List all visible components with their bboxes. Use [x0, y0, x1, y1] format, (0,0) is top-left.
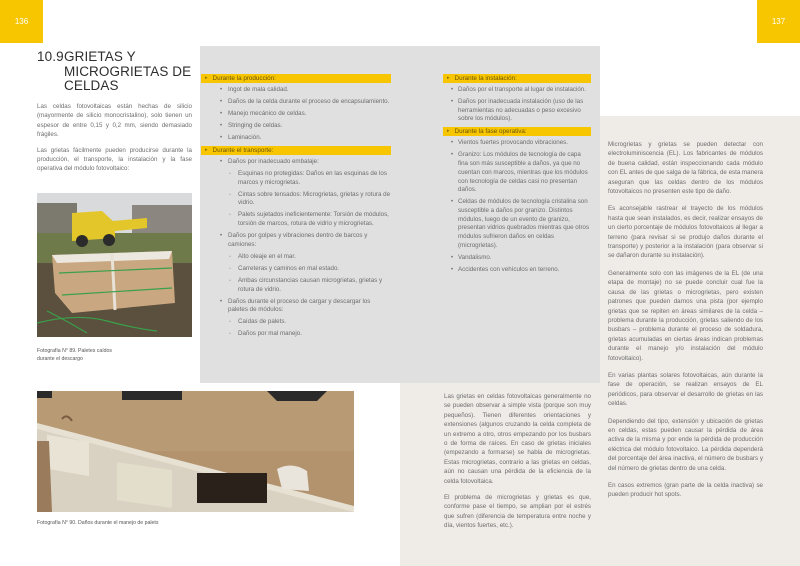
paragraph: Microgrietas y grietas se pueden detectar con electroluminiscencia (EL). Los fabricantes de módulos de buena calidad, están inspeccionando cada módulo con EL antes de que salga de la fábrica, de esta manera aseguran que las celdas dentro de los módulos fotovoltaicos no presenten este tipo de daño. — [608, 141, 763, 196]
paragraph: Dependiendo del tipo, extensión y ubicación de grietas en celdas, estas pueden causar la pérdida de área activa de la misma y por ende la pérdida de producción eléctrica del módulo fotovoltaico. La pérdida dependerá del porcentaje del área inactiva, el número de busbars y del número de grietas dentro de una celda. — [608, 417, 763, 472]
triangle-right-icon: ▸ — [447, 75, 450, 81]
square-bullet-icon: ▫ — [229, 191, 231, 198]
list-item: • Daños durante el proceso de cargar y descargar los paletes de módulos: — [220, 297, 371, 314]
dot-icon: • — [220, 233, 223, 240]
list-item: • Manejo mecánico de celdas. — [220, 110, 307, 117]
section-heading-operation: ▸ Durante la fase operativa: — [443, 127, 591, 136]
square-bullet-icon: ▫ — [229, 212, 231, 219]
photo-fallen-pallets — [37, 193, 192, 337]
section-heading-installation: ▸ Durante la instalación: — [443, 74, 591, 83]
detection-text — [608, 140, 763, 508]
dot-icon: • — [451, 266, 454, 273]
dot-icon: • — [220, 111, 223, 117]
dot-icon: • — [451, 254, 454, 261]
list-item: • Daños de la celda durante el proceso de encapsulamiento. — [220, 98, 390, 105]
causes-column-right — [443, 74, 591, 278]
operation-list — [443, 139, 591, 274]
dot-icon: • — [220, 298, 223, 305]
page-number-right: 137 — [757, 0, 800, 43]
paragraph: Las grietas en celdas fotovoltaicas generalmente no se pueden observar a simple vista (porque son muy pequeños). Tienen diferentes orientaciones y extensiones (algunos cruzando la celda completa de un extremo a otro, otros empezando por los busbars o de forma de raíces. En caso de grietas iniciales (empezando a formarse) se habla de microgrietas. Estas microgrietas, contrario a las grietas en celdas, aún no causan una pérdida de la eficiencia de la celda fotovoltaica. — [444, 393, 591, 485]
dot-icon: • — [451, 152, 454, 159]
square-bullet-icon: ▫ — [229, 331, 231, 338]
dot-icon: • — [451, 199, 454, 206]
section-title — [37, 50, 197, 94]
paragraph: Es aconsejable rastrear el trayecto de los módulos hasta que sean instalados, es decir, realizar ensayos de un cierto porcentaje de módulos fotovoltaicos al llegar a terreno (para revisar si se produjo daños durante el transporte) y posterior a la instalación (para observar si se dañaron durante su instalación). — [608, 205, 763, 260]
list-item: • Daños por inadecuado embalaje: — [220, 158, 319, 165]
dot-icon: • — [451, 87, 454, 93]
list-item: • Accidentes con vehículos en terreno. — [451, 265, 560, 273]
dot-icon: • — [220, 135, 223, 141]
list-item: • Daños por el transporte al lugar de instalación. — [451, 86, 586, 93]
list-item: • Vandalismo. — [451, 253, 492, 261]
photo-caption-90: Fotografía N° 90. Daños durante el manejo de palets — [37, 520, 159, 526]
sub-list-item: ▫ Ambas circunstancias causan microgrietas, grietas y rotura de vidrio. — [229, 276, 383, 293]
list-item: • Granizo: Los módulos de tecnología de capa fina son más susceptible a daños, ya que no cuentan con marcos, mientras que los módulos con tecnología de celdas casi no presentan daños. — [451, 151, 588, 194]
dot-icon: • — [451, 99, 454, 105]
list-item: • Vientos fuertes provocando vibraciones. — [451, 139, 568, 147]
installation-list — [443, 86, 591, 124]
cracks-explanation — [444, 392, 591, 538]
paragraph: En casos extremos (gran parte de la celda inactiva) se pueden producir hot spots. — [608, 482, 763, 499]
section-heading-transport: ▸ Durante el transporte: — [201, 146, 391, 155]
list-item: • Daños por inadecuada instalación (uso de las herramientas no adecuadas o peso excesivo sobre los módulos). — [451, 98, 584, 123]
dot-icon: • — [220, 123, 223, 129]
list-item: • Celdas de módulos de tecnología cristalina son susceptible a daños por granizo. Distintos módulos, luego de un evento de granizo, presentan vidrios quebrados mientras que otros módulos sufrieron daños en celdas (microgrietas). — [451, 198, 590, 249]
page-number-left: 136 — [0, 0, 43, 43]
triangle-right-icon: ▸ — [447, 128, 450, 135]
list-item: • Laminación. — [220, 134, 262, 141]
title-line-1: GRIETAS Y — [64, 49, 136, 64]
production-list — [201, 86, 391, 143]
intro-paragraph: Las celdas fotovoltaicas están hechas de silicio (mayormente de silicio monocristalino), solo tienen un espesor de entre 0,15 y 0,2 mm, siendo demasiado frágiles. — [37, 103, 192, 139]
sub-list-item: ▫ Esquinas no protegidas: Daños en las esquinas de los marcos y microgrietas. — [229, 170, 387, 186]
list-item: • Daños por golpes y vibraciones dentro de barcos y camiones: — [220, 232, 368, 248]
sub-list-item: ▫ Daños por mal manejo. — [229, 330, 302, 338]
square-bullet-icon: ▫ — [229, 171, 231, 177]
photo-caption-89: Fotografía N° 89. Paletes caídos durante el descargo — [37, 348, 113, 362]
dot-icon: • — [451, 140, 454, 147]
sub-list-item: ▫ Cintas sobre tensados: Microgrietas, grietas y rotura de vidrio. — [229, 190, 391, 207]
photo-pallet-damage — [37, 391, 354, 512]
intro-text — [37, 102, 192, 180]
square-bullet-icon: ▫ — [229, 265, 231, 272]
transport-list — [201, 158, 391, 339]
paragraph: El problema de microgrietas y grietas es que, conforme pase el tiempo, se amplian por el estrés que sufren (diferencia de temperatura entre noche y día, vientos fuertes, etc.). — [444, 494, 591, 530]
sub-list-item: ▫ Alto oleaje en el mar. — [229, 252, 296, 260]
causes-column-left — [201, 74, 391, 342]
sub-list-item: ▫ Carreteras y caminos en mal estado. — [229, 264, 340, 272]
title-line-2: MICROGRIETAS DE — [64, 63, 192, 79]
square-bullet-icon: ▫ — [229, 253, 231, 260]
sub-list-item: ▫ Caídas de palets. — [229, 318, 287, 326]
triangle-right-icon: ▸ — [205, 75, 208, 81]
section-number: 10.9 — [37, 49, 64, 64]
paragraph: Generalmente solo con las imágenes de la EL (de una etapa de montaje) no se puede concluir cual fue la causa de las grietas o microgrietas, pero existen patrones que pueden darnos una pista (por ejemplo grietas que se repiten en áreas similares de la celda – problema durante la producción, grietas saliendo de los busbars – problema durante el proceso de soldadura, grietas acumuladas en ciertas áreas indican problemas durante el manejo y/o instalación del módulo fotovoltaico). — [608, 269, 763, 362]
section-heading-production: ▸ Durante la producción: — [201, 74, 391, 83]
triangle-right-icon: ▸ — [205, 147, 208, 153]
title-line-3: CELDAS — [64, 78, 119, 93]
dot-icon: • — [220, 87, 223, 93]
dot-icon: • — [220, 159, 223, 165]
list-item: • Ingot de mala calidad. — [220, 86, 289, 93]
dot-icon: • — [220, 99, 223, 105]
square-bullet-icon: ▫ — [229, 319, 231, 326]
paragraph: En varias plantas solares fotovoltaicas, aún durante la fase de operación, se realizan ensayos de EL periódicos, para observar el desarrollo de grietas en las celdas. — [608, 371, 763, 408]
square-bullet-icon: ▫ — [229, 277, 231, 284]
list-item: • Stringing de celdas. — [220, 122, 283, 129]
sub-list-item: ▫ Palets sujetados ineficientemente: Torsión de módulos, torsión de marcos, rotura de vidrio y microgrietas. — [229, 211, 389, 228]
intro-paragraph: Las grietas fácilmente pueden producirse durante la producción, el transporte, la instalación y la fase operativa del módulo fotovoltaico: — [37, 146, 192, 173]
